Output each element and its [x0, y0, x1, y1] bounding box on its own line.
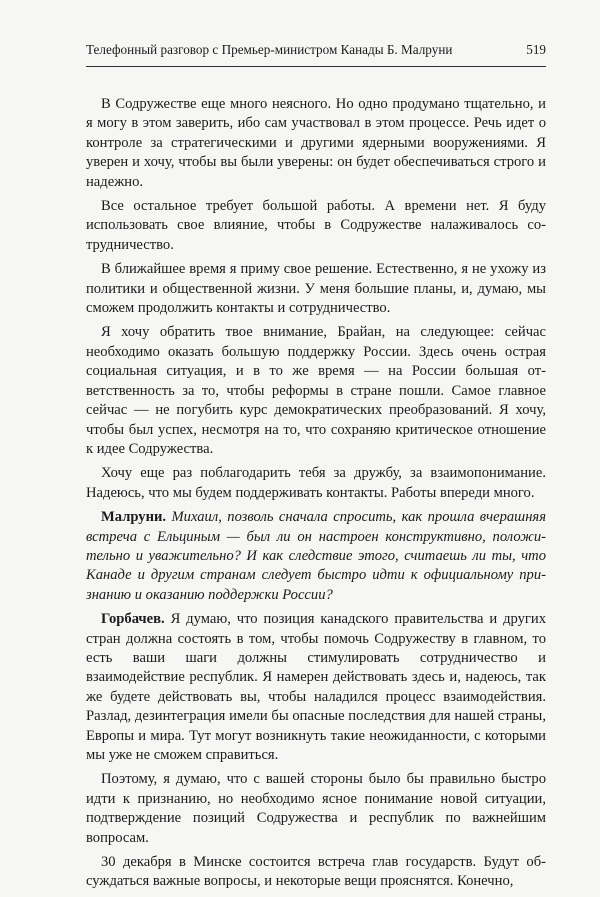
paragraph-4: Я хочу обратить твое внимание, Брайан, на следующее: сейчас необходимо оказать большую поддержку России. Здесь очень острая социальная ситуация, и в то же время — на России большая ответственность за то, чтобы реформы в стране пошли. Самое главное сейчас — не погубить курс демократических преобразований. Я хочу, чтобы был успех, несмотря на то, что сохраняю критическое отношение к идее Содружества. — [86, 324, 546, 457]
mulroney-question: Михаил, позволь сначала спросить, как прошла вчерашняя встреча с Ельциным — был ли он настроен конструктивно, положительно и уважительно? И как следствие этого, считаешь ли ты, что Канаде и другим странам следует быстро идти к официальному признанию и оказанию поддержки России? — [86, 509, 547, 603]
header-rule — [86, 66, 546, 67]
speaker-mulroney: Малруни. — [101, 509, 167, 526]
gorbachev-reply: Я думаю, что позиция канадского правительства и других стран должна состоять в том, чтобы помочь Содружеству в главном, то есть ваши шаги должны стимулировать сотрудничество и взаимодействие республик. Я намерен действовать здесь и, надеюсь, так же будете действовать вы, чтобы наладился процесс взаимодействия. Разлад, дезинтеграция имели бы опасные последствия для нашей страны, Европы и мира. Тут могут возникнуть такие неожиданности, с которыми мы уже не сможем справиться. — [86, 611, 546, 763]
running-header — [86, 42, 546, 58]
paragraph-2: Все остальное требует большой работы. А времени нет. Я буду использовать свое влияние, чтобы в Содружестве налаживалось сотрудничество. — [86, 198, 546, 253]
paragraph-3: В ближайшее время я приму свое решение. Естественно, я не ухожу из политики и общественной жизни. У меня большие планы, и, думаю, мы сможем продолжить контакты и сотрудничество. — [86, 261, 546, 317]
paragraph-1: В Содружестве еще много неясного. Но одно продумано тщательно, и я могу в этом заверить, ибо сам участвовал в этом процессе. Речь идет о контроле за стратегическими и другими ядерными вооружениями. Я уверен и хочу, чтобы вы были уверены: он будет обеспечиваться строго и надежно. — [86, 96, 546, 190]
paragraph-7 — [86, 610, 546, 765]
speaker-gorbachev: Горбачев. — [101, 611, 165, 628]
page-body — [86, 95, 546, 897]
paragraph-9: 30 декабря в Минске состоится встреча глав государств. Будут обсуждаться важные вопросы, и некоторые вещи прояснятся. Конечно, — [86, 854, 546, 890]
paragraph-6 — [86, 508, 546, 605]
running-title: Телефонный разговор с Премьер-министром Канады Б. Малруни — [86, 42, 453, 57]
page-number: 519 — [526, 42, 546, 57]
paragraph-8: Поэтому, я думаю, что с вашей стороны было бы правильно быстро идти к признанию, но необходимо ясное понимание новой ситуации, подтверждение позиций Содружества и республик по важнейшим вопросам. — [86, 771, 546, 846]
paragraph-5: Хочу еще раз поблагодарить тебя за дружбу, за взаимопонимание. Надеюсь, что мы будем поддерживать контакты. Работы впереди много. — [86, 465, 546, 501]
